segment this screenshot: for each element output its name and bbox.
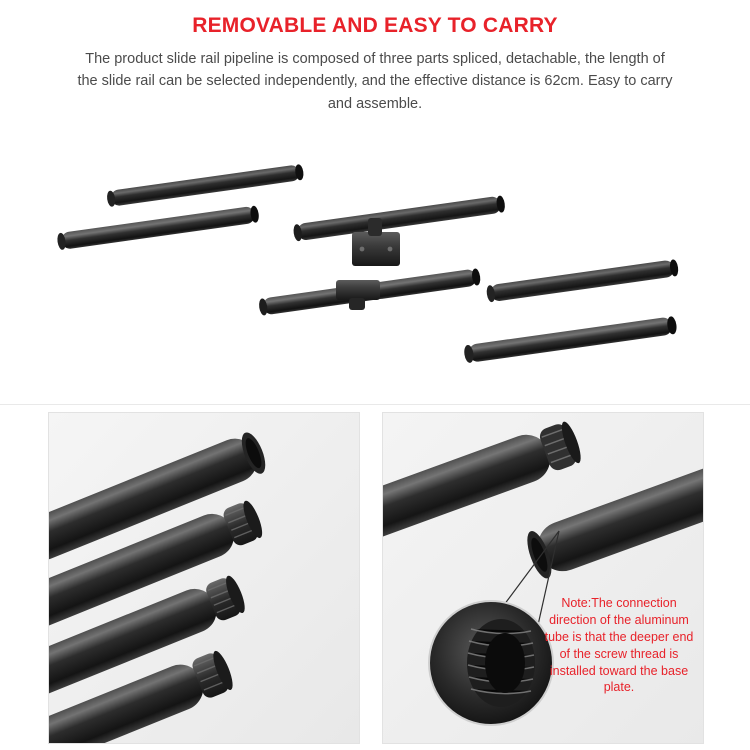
page-title: REMOVABLE AND EASY TO CARRY (192, 14, 558, 37)
thread-magnifier-inset (429, 601, 553, 725)
note-text: Note:The connection direction of the aluminum tube is that the deeper end of the screw thread is installed toward the base plate. (544, 596, 694, 695)
section-divider (0, 404, 750, 405)
tubes-closeup-illustration (49, 413, 359, 743)
screw-thread-detail-photo (382, 412, 704, 744)
header (0, 0, 750, 140)
page-description: The product slide rail pipeline is composed of three parts spliced, detachable, the length of the slide rail can be selected independently, and the effective distance is 62cm. Easy to carry and assemble. (77, 51, 673, 112)
hero-image (0, 132, 750, 404)
aluminum-tubes-closeup-photo (48, 412, 360, 744)
disassembled-rail-illustration (0, 132, 750, 404)
detail-photo-row (0, 412, 750, 750)
